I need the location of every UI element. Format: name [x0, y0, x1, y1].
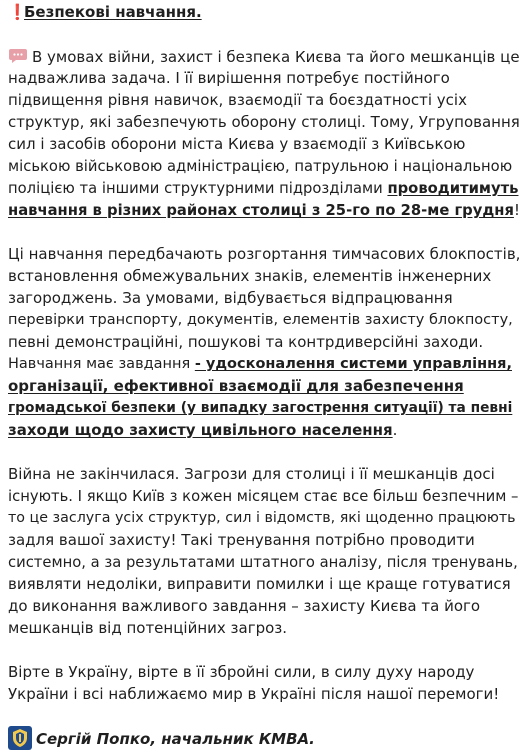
p1-line-5: сил і засобів оборони міста Києва у взаємодії з Київською [8, 135, 466, 153]
p2-highlight-start: - удосконалення системи управління, [194, 356, 512, 372]
p2-line-3: загороджень. За умовами, відбувається відпрацювання [8, 289, 453, 307]
signature-line [8, 726, 520, 752]
p1-highlight-start: проводитимуть [387, 180, 519, 197]
p3-line-5: системно, а за результатами штатного аналізу, після тренувань, [8, 554, 518, 571]
p2-line-7: організації, ефективної взаємодії для забезпечення [8, 377, 464, 395]
p1-line-7 [8, 178, 520, 199]
p2-line-2: встановлення обмежувальних знаків, елементів інженерних [8, 267, 492, 285]
kyiv-shield-icon [8, 726, 32, 750]
p1-line-4: структур, які забезпечують оборону столиці. Тому, Угруповання [8, 113, 520, 131]
p1-line-8-end: ! [513, 202, 520, 219]
post-title: Безпекові навчання. [24, 3, 202, 21]
p3-line-1: Війна не закінчилася. Загрози для столиці і її мешканців досі [8, 465, 495, 483]
p4-line-2: України і всі наближаємо мир в Україні після нашої перемоги! [8, 685, 500, 703]
p3-line-4: задля вашої захисту! Такі тренування потрібно проводити [8, 531, 475, 549]
p1-text: В умовах війни, захист і безпека Києва та його мешканців це [32, 48, 520, 66]
post-title-line [8, 2, 520, 23]
p2-line-6-text: Навчання має завдання [8, 356, 195, 372]
p2-highlight-end: заходи щодо захисту цивільного населення [8, 421, 393, 439]
signature-text: Сергій Попко, начальник КМВА. [36, 730, 315, 748]
p2-line-4: перевірки транспорту, документів, елементів захисту блокпосту, [8, 312, 513, 328]
p2-line-5: певні демонстраційні, пошукові та контрдиверсійні заходи. [8, 333, 484, 351]
p3-line-7: до виконання важливого завдання – захисту Києва та його [8, 597, 481, 615]
p4-line-1: Вірте в Україну, вірте в її збройні сили, в силу духу народу [8, 663, 475, 681]
p1-line-3: підвищення рівня навичок, взаємодії та боєздатності усіх [8, 91, 467, 109]
p1-highlight-end: навчання в різних районах столиці з 25-го по 28-ме грудня [8, 202, 514, 219]
p2-line-9 [8, 420, 520, 441]
exclamation-icon: ❗ [8, 3, 27, 21]
p3-line-2: існують. І якщо Київ з кожен місяцем стає все більш безпечним – [8, 488, 519, 505]
p3-line-6: виявляти недоліки, виправити помилки і ще краще готуватися [8, 575, 511, 593]
p1-line-1 [8, 47, 520, 68]
p2-line-9-end: . [392, 421, 398, 439]
speech-bubble-icon [8, 48, 28, 64]
p3-line-3: то це заслуга усіх структур, сил і відомств, які щоденно працюють [8, 510, 516, 526]
p1-line-2: надважлива задача. І її вирішення потребує постійного [8, 69, 450, 87]
p2-line-8: громадської безпеки (у випадку загострення ситуації) та певні [8, 400, 513, 416]
p1-line-6: міською військовою адміністрацією, патрульною і національною [8, 158, 513, 175]
p1-line-8 [8, 200, 520, 221]
p2-line-6 [8, 354, 520, 375]
p2-line-1: Ці навчання передбачають розгортання тимчасових блокпостів, [8, 245, 521, 263]
p1-line-7-text: поліцією та іншими структурними підрозділами [8, 180, 388, 197]
p3-line-8: мешканців від потенційних загроз. [8, 619, 288, 637]
